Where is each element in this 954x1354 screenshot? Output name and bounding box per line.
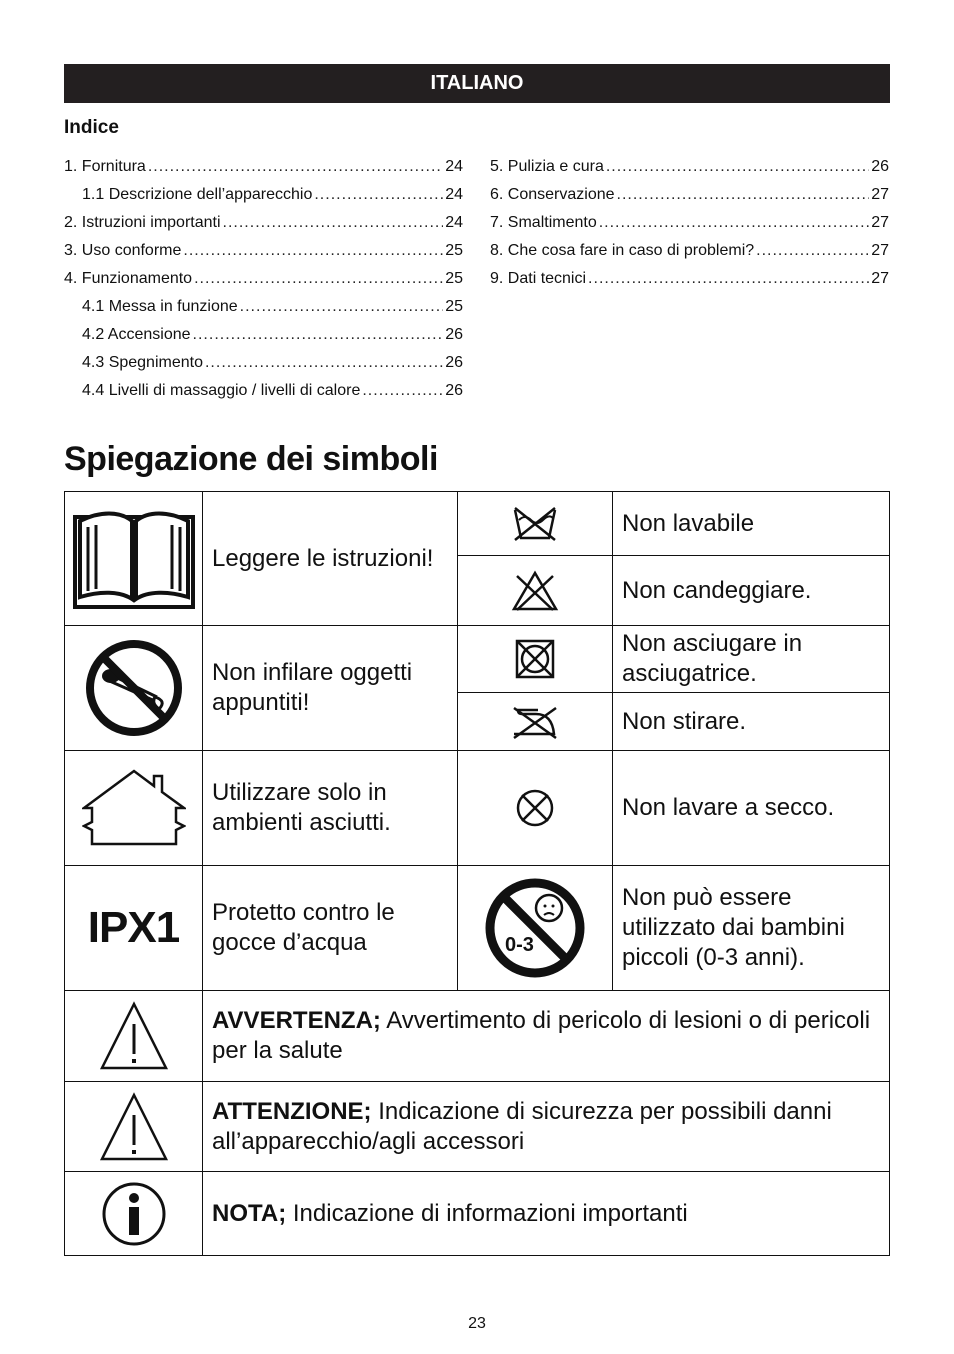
book-icon [65, 492, 203, 626]
info-icon [65, 1172, 203, 1256]
ipx1-text-badge: IPX1 [87, 903, 180, 952]
house-icon [65, 751, 203, 866]
no-tumble-dry-text: Non asciugare in asciugatrice. [613, 626, 890, 693]
toc-entry-page: 25 [445, 270, 463, 287]
toc-entry-page: 27 [871, 270, 889, 287]
toc-entry [64, 214, 463, 242]
no-children-icon [458, 866, 613, 991]
no-dry-clean-text: Non lavare a secco. [613, 751, 890, 866]
toc-entry-page: 26 [445, 382, 463, 399]
toc-entry-label: 4.2 Accensione [82, 326, 191, 343]
toc-entry-label: 7. Smaltimento [490, 214, 597, 231]
toc-entry-page: 26 [445, 354, 463, 371]
toc-entry-page: 24 [445, 186, 463, 203]
toc-entry-label: 9. Dati tecnici [490, 270, 587, 287]
toc-left-column [64, 158, 463, 410]
warning-triangle-icon [65, 991, 203, 1082]
toc-leader-dots [362, 382, 443, 400]
no-children-text: Non può essere utilizzato dai bambini piccoli (0-3 anni). [613, 866, 890, 991]
warning-row [203, 991, 890, 1082]
ipx1-label [65, 866, 203, 991]
toc-entry [64, 298, 463, 326]
toc-leader-dots [599, 214, 869, 232]
toc-entry-label: 1. Fornitura [64, 158, 146, 175]
toc-entry-page: 26 [445, 326, 463, 343]
toc-entry [64, 326, 463, 354]
warning-label: AVVERTENZA; [212, 1007, 381, 1034]
toc-entry-label: 1.1 Descrizione dell’apparecchio [82, 186, 313, 203]
toc-leader-dots [606, 158, 869, 176]
note-label: NOTA; [212, 1199, 287, 1227]
toc-entry [64, 270, 463, 298]
symbols-title: Spiegazione dei simboli [64, 440, 438, 478]
toc-entry-label: 4. Funzionamento [64, 270, 193, 287]
toc-leader-dots [193, 326, 444, 344]
caution-label: ATTENZIONE; [212, 1097, 372, 1125]
toc-leader-dots [240, 298, 444, 316]
page-number: 23 [468, 1315, 486, 1332]
toc-entry-label: 6. Conservazione [490, 186, 615, 203]
language-header: ITALIANO [64, 64, 890, 103]
toc-entry-label: 5. Pulizia e cura [490, 158, 604, 175]
toc-entry-page: 25 [445, 242, 463, 259]
toc-entry-label: 4.1 Messa in funzione [82, 298, 238, 315]
toc-entry-page: 24 [445, 158, 463, 175]
dry-rooms-text: Utilizzare solo in ambienti asciutti. [203, 751, 458, 866]
toc-title: Indice [64, 117, 119, 138]
toc-leader-dots [148, 158, 443, 176]
caution-row [203, 1082, 890, 1172]
toc-leader-dots [314, 186, 443, 204]
toc-entry-label: 3. Uso conforme [64, 242, 182, 259]
toc-entry-page: 27 [871, 242, 889, 259]
toc-entry [490, 270, 889, 298]
toc-entry [64, 158, 463, 186]
symbols-table [64, 491, 890, 1256]
no-bleach-text: Non candeggiare. [613, 556, 890, 626]
toc-leader-dots [588, 270, 869, 288]
toc-entry-label: 8. Che cosa fare in caso di problemi? [490, 242, 755, 259]
toc-entry [64, 186, 463, 214]
toc-entry [64, 242, 463, 270]
warning-text: Avvertimento di pericolo di lesioni o di pericoli per la salute [212, 1007, 871, 1064]
no-iron-icon [458, 693, 613, 751]
toc-entry-page: 24 [445, 214, 463, 231]
no-dry-clean-icon [458, 751, 613, 866]
toc-leader-dots [183, 242, 443, 260]
no-sharp-objects-icon [65, 626, 203, 751]
note-row [203, 1172, 890, 1256]
toc-entry [490, 242, 889, 270]
read-instructions-text: Leggere le istruzioni! [203, 492, 458, 626]
toc-leader-dots [194, 270, 443, 288]
no-tumble-dry-icon [458, 626, 613, 693]
no-iron-text: Non stirare. [613, 693, 890, 751]
toc-leader-dots [205, 354, 443, 372]
toc-entry [64, 382, 463, 410]
caution-text: Indicazione di sicurezza per possibili danni all’apparecchio/agli accessori [212, 1097, 832, 1155]
children-age-label: 0-3 [505, 934, 534, 956]
toc-entry-page: 26 [871, 158, 889, 175]
no-wash-icon [458, 492, 613, 556]
toc-entry-page: 27 [871, 214, 889, 231]
toc-entry [64, 354, 463, 382]
toc-entry [490, 214, 889, 242]
toc-entry-label: 4.4 Livelli di massaggio / livelli di calore [82, 382, 361, 399]
toc-entry-page: 27 [871, 186, 889, 203]
no-sharp-objects-text: Non infilare oggetti appuntiti! [203, 626, 458, 751]
toc-entry [490, 158, 889, 186]
toc-entry-page: 25 [445, 298, 463, 315]
toc-entry [490, 186, 889, 214]
toc-entry-label: 2. Istruzioni importanti [64, 214, 221, 231]
toc-leader-dots [223, 214, 444, 232]
caution-triangle-icon [65, 1082, 203, 1172]
toc-leader-dots [617, 186, 870, 204]
toc-entry-label: 4.3 Spegnimento [82, 354, 203, 371]
toc-leader-dots [756, 242, 869, 260]
ipx1-description: Protetto contro le gocce d’acqua [203, 866, 458, 991]
note-text: Indicazione di informazioni importanti [286, 1199, 688, 1227]
no-wash-text: Non lavabile [613, 492, 890, 556]
toc-right-column [490, 158, 889, 298]
no-bleach-icon [458, 556, 613, 626]
